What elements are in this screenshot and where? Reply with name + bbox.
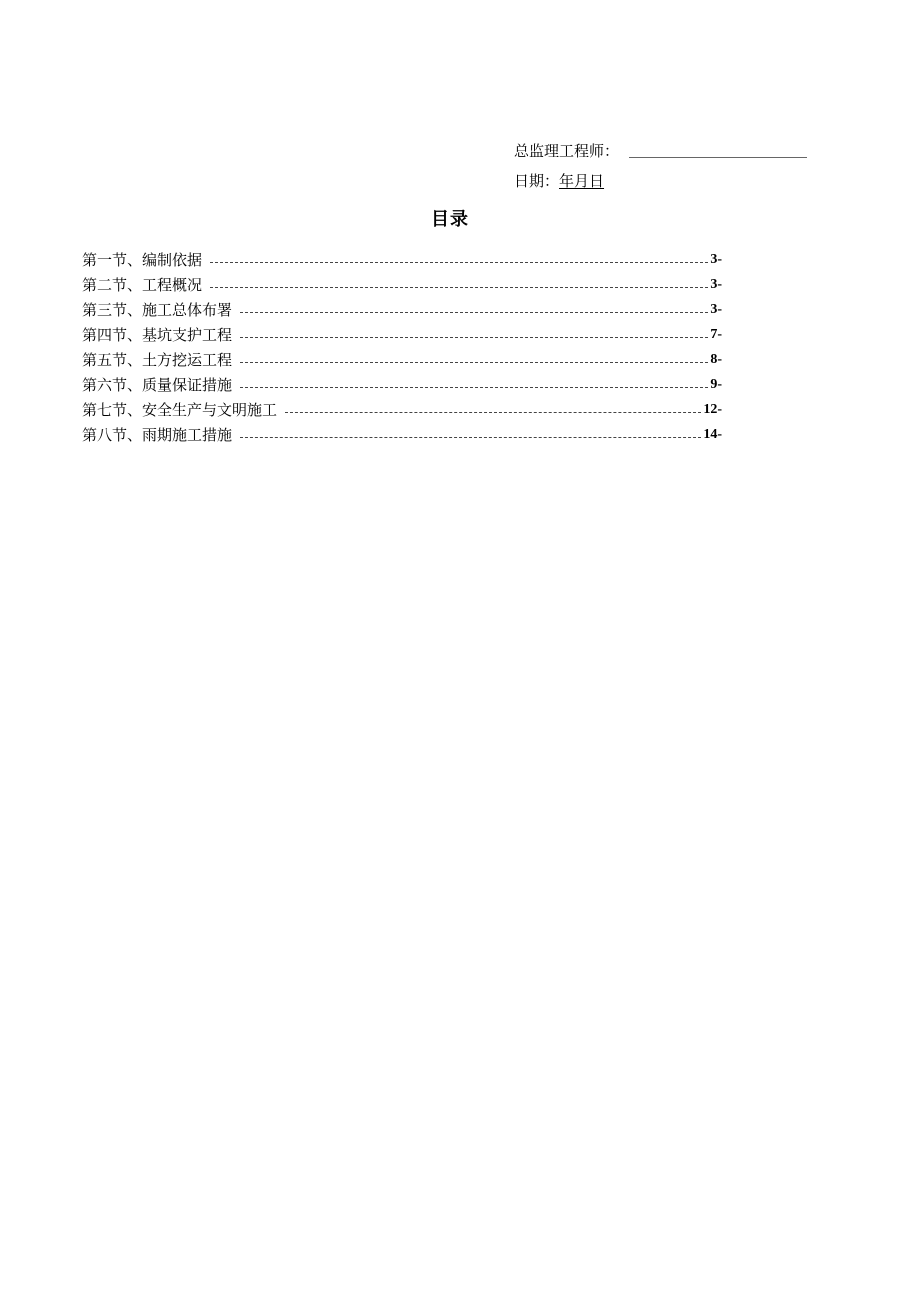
table-of-contents <box>82 246 726 446</box>
date-label: 日期： <box>514 172 560 190</box>
chief-engineer-label: 总监理工程师： <box>514 142 620 160</box>
chief-engineer-row <box>514 140 834 162</box>
toc-item-label: 第七节、安全生产与文明施工 <box>82 401 278 419</box>
toc-item-page: 9- <box>710 377 722 392</box>
toc-item-label: 第一节、编制依据 <box>82 251 203 269</box>
toc-item-page: 3- <box>710 277 722 292</box>
toc-item-label: 第三节、施工总体布署 <box>82 301 233 319</box>
toc-item[interactable] <box>82 321 726 346</box>
toc-item-label: 第四节、基坑支护工程 <box>82 326 233 344</box>
toc-leader <box>240 312 708 313</box>
toc-item[interactable] <box>82 371 726 396</box>
toc-item-page: 3- <box>710 252 722 267</box>
toc-leader <box>240 362 708 363</box>
toc-item-page: 8- <box>710 352 722 367</box>
chief-engineer-signature-line <box>629 140 807 158</box>
toc-leader <box>240 387 708 388</box>
toc-item-label: 第六节、质量保证措施 <box>82 376 233 394</box>
toc-item-page: 14- <box>703 427 722 442</box>
toc-leader <box>210 262 708 263</box>
toc-item-page: 3- <box>710 302 722 317</box>
toc-item[interactable] <box>82 421 726 446</box>
date-row <box>514 170 834 192</box>
toc-title: 目录 <box>431 209 469 230</box>
toc-item[interactable] <box>82 296 726 321</box>
toc-item-label: 第五节、土方挖运工程 <box>82 351 233 369</box>
toc-item[interactable] <box>82 346 726 371</box>
date-value: 年月日 <box>559 172 605 190</box>
toc-item-page: 7- <box>710 327 722 342</box>
toc-item-page: 12- <box>703 402 722 417</box>
toc-leader <box>240 337 708 338</box>
toc-item-label: 第二节、工程概况 <box>82 276 203 294</box>
toc-item[interactable] <box>82 246 726 271</box>
toc-leader <box>240 437 701 438</box>
toc-item[interactable] <box>82 396 726 421</box>
toc-item-label: 第八节、雨期施工措施 <box>82 426 233 444</box>
signature-block <box>514 140 834 192</box>
toc-leader <box>285 412 701 413</box>
toc-item[interactable] <box>82 271 726 296</box>
toc-leader <box>210 287 708 288</box>
